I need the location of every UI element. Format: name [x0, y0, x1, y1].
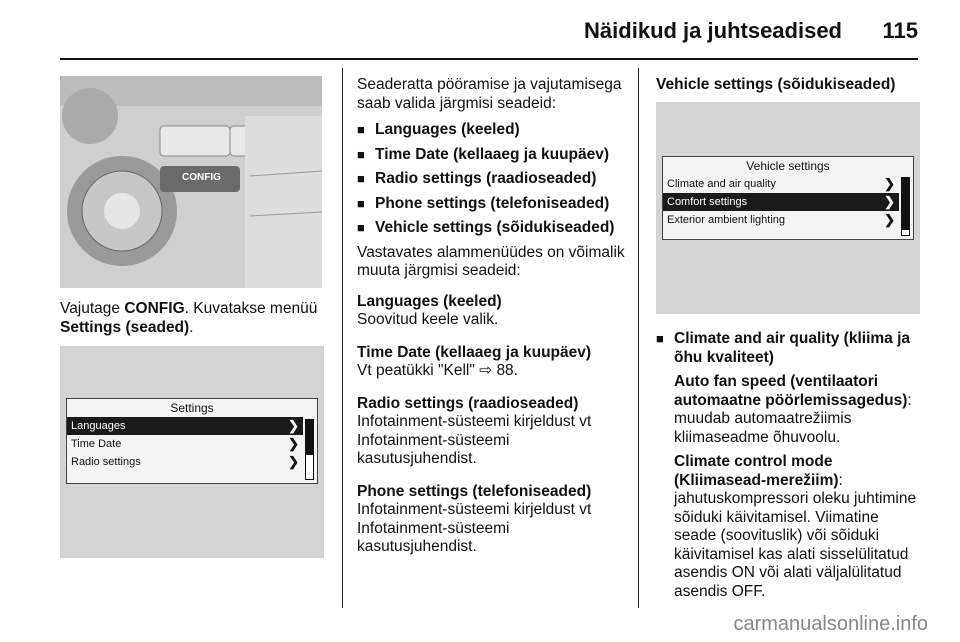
- vehicle-item-lighting[interactable]: [663, 211, 899, 229]
- section-heading: Phone settings (telefoniseaded): [357, 482, 592, 500]
- settings-scrollbar[interactable]: [305, 419, 314, 480]
- vehicle-settings-screen: [662, 156, 914, 240]
- column-divider-1: [342, 68, 343, 608]
- watermark: carmanualsonline.info: [733, 613, 928, 635]
- chevron-right-icon: ❯: [288, 418, 299, 433]
- bullet-square-icon: ■: [357, 146, 365, 162]
- chevron-right-icon: ❯: [884, 194, 895, 209]
- item-label: Exterior ambient lighting: [667, 214, 786, 226]
- settings-list: [357, 121, 632, 238]
- vehicle-item-comfort[interactable]: [663, 193, 899, 211]
- settings-screen-title: Settings: [170, 401, 214, 415]
- settings-screen-panel: [60, 346, 324, 558]
- vehicle-screen-title: Vehicle settings: [746, 159, 830, 173]
- bullet-square-icon: ■: [656, 331, 664, 346]
- config-caption: [60, 300, 330, 337]
- section-body: Vt peatükki "Kell" ⇨ 88.: [357, 362, 518, 379]
- climate-bullet: [656, 330, 924, 367]
- bullet-text: Phone settings (telefoniseaded): [375, 194, 610, 212]
- climate-control-paragraph: [656, 453, 924, 601]
- item-label: Languages: [71, 420, 126, 432]
- page-header: [0, 14, 960, 54]
- item-label: Comfort settings: [667, 196, 748, 208]
- climate-control-label: Climate control mode (Kliimasead-merežiim): [674, 453, 839, 489]
- climate-control-text: : jahutuskompressori oleku juhtimine sõiduki käivitamisel. Viimatine seade (soovituslik) või sõiduki käivitamisel kas alati sisselülitatud asendis ON või alati väljalülitatud asendis OFF.: [674, 471, 917, 600]
- section-body: Soovitud keele valik.: [357, 311, 499, 328]
- caption-text-2: . Kuvatakse menüü: [184, 300, 318, 317]
- section-heading: Languages (keeled): [357, 292, 502, 310]
- climate-section: [656, 330, 924, 601]
- settings-column: [357, 76, 632, 571]
- caption-text: Vajutage: [60, 300, 125, 317]
- bullet-text: Radio settings (raadioseaded): [375, 170, 597, 187]
- settings-section: [357, 293, 632, 330]
- caption-config: CONFIG: [124, 300, 185, 317]
- bullet-square-icon: ■: [357, 195, 365, 211]
- settings-bullet-item: [357, 170, 632, 189]
- scroll-thumb: [306, 420, 313, 455]
- header-title: Näidikud ja juhtseadised: [584, 18, 842, 43]
- settings-section: [357, 483, 632, 557]
- section-body: Infotainment-süsteemi kirjeldust vt Infotainment-süsteemi kasutusjuhendist.: [357, 413, 592, 467]
- auto-fan-speed-text: : muudab automaatrežiimis kliimaseadme õhuvoolu.: [674, 391, 912, 446]
- vehicle-column: [656, 76, 924, 95]
- climate-bullet-text: Climate and air quality (kliima ja õhu kvaliteet): [674, 330, 911, 366]
- intro-text: Seaderatta pööramise ja vajutamisega saab valida järgmisi seadeid:: [357, 76, 622, 112]
- chevron-right-icon: ❯: [288, 454, 299, 469]
- section-body: Infotainment-süsteemi kirjeldust vt Infotainment-süsteemi kasutusjuhendist.: [357, 501, 592, 555]
- item-label: Climate and air quality: [667, 178, 776, 190]
- column-divider-2: [638, 68, 639, 608]
- settings-item-languages[interactable]: [67, 417, 303, 435]
- vehicle-heading: Vehicle settings (sõidukiseaded): [656, 76, 896, 93]
- settings-sections: [357, 293, 632, 557]
- settings-bullet-item: [357, 146, 632, 165]
- vehicle-scrollbar[interactable]: [901, 177, 910, 236]
- auto-fan-speed-label: Auto fan speed (ventilaatori automaatne pöörlemissagedus): [674, 373, 908, 409]
- auto-fan-speed-paragraph: [656, 373, 924, 447]
- settings-bullet-item: [357, 195, 632, 214]
- vehicle-screen-panel: [656, 102, 920, 314]
- item-label: Time Date: [71, 438, 122, 450]
- bullet-square-icon: ■: [357, 171, 365, 186]
- chevron-right-icon: ❯: [288, 436, 299, 451]
- config-button-photo: [60, 76, 322, 288]
- page-number: 115: [882, 18, 918, 43]
- settings-screen: [66, 398, 318, 484]
- section-heading: Radio settings (raadioseaded): [357, 394, 579, 412]
- settings-bullet-item: [357, 219, 632, 238]
- bullet-square-icon: ■: [357, 122, 365, 137]
- config-button-label: CONFIG: [182, 172, 221, 183]
- settings-section: [357, 395, 632, 469]
- settings-bullet-item: [357, 121, 632, 140]
- settings-item-time-date[interactable]: [67, 435, 303, 453]
- item-label: Radio settings: [71, 456, 141, 468]
- settings-section: [357, 344, 632, 381]
- bullet-text: Languages (keeled): [375, 121, 520, 138]
- chevron-right-icon: ❯: [884, 176, 895, 191]
- section-heading: Time Date (kellaaeg ja kuupäev): [357, 343, 592, 361]
- caption-end: .: [189, 318, 194, 336]
- scroll-thumb: [902, 178, 909, 230]
- chevron-right-icon: ❯: [884, 212, 895, 227]
- bullet-text: Vehicle settings (sõidukiseaded): [375, 219, 615, 236]
- settings-item-radio[interactable]: [67, 453, 303, 471]
- bullet-square-icon: ■: [357, 220, 365, 235]
- submenu-text: Vastavates alammenüüdes on võimalik muuta järgmisi seadeid:: [357, 243, 625, 279]
- bullet-text: Time Date (kellaaeg ja kuupäev): [375, 145, 610, 163]
- vehicle-item-climate[interactable]: [663, 175, 899, 193]
- caption-settings: Settings (seaded): [60, 318, 190, 336]
- header-rule: [60, 58, 918, 60]
